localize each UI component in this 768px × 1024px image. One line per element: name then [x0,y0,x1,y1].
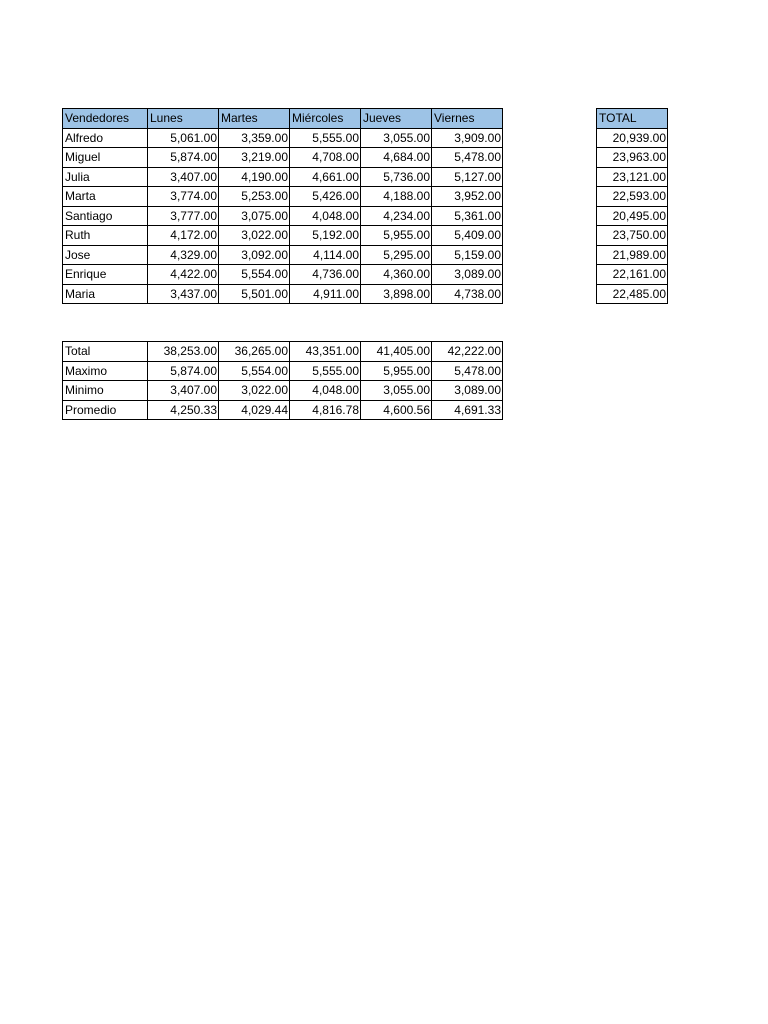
summary-label-cell[interactable]: Maximo [63,361,148,381]
total-value-cell[interactable]: 20,939.00 [597,128,668,148]
header-cell-viernes[interactable]: Viernes [432,109,503,129]
total-value-cell[interactable]: 23,121.00 [597,167,668,187]
total-value-cell[interactable]: 22,161.00 [597,265,668,285]
sales-value-cell[interactable]: 5,253.00 [219,187,290,207]
sales-value-cell[interactable]: 5,409.00 [432,226,503,246]
sales-value-cell[interactable]: 3,777.00 [148,206,219,226]
sales-value-cell[interactable]: 3,774.00 [148,187,219,207]
summary-row [63,361,503,381]
summary-value-cell[interactable]: 4,029.44 [219,400,290,420]
vendor-name-cell[interactable]: Julia [63,167,148,187]
vendor-name-cell[interactable]: Alfredo [63,128,148,148]
sales-value-cell[interactable]: 3,075.00 [219,206,290,226]
sales-value-cell[interactable]: 3,359.00 [219,128,290,148]
table-row [597,128,668,148]
summary-row [63,400,503,420]
vendor-name-cell[interactable]: Marta [63,187,148,207]
sales-value-cell[interactable]: 4,661.00 [290,167,361,187]
vendor-name-cell[interactable]: Miguel [63,148,148,168]
header-cell-vendedores[interactable]: Vendedores [63,109,148,129]
summary-value-cell[interactable]: 3,089.00 [432,381,503,401]
sales-value-cell[interactable]: 3,092.00 [219,245,290,265]
total-header-row [597,109,668,129]
sales-value-cell[interactable]: 4,114.00 [290,245,361,265]
sales-value-cell[interactable]: 4,911.00 [290,284,361,304]
sales-value-cell[interactable]: 4,738.00 [432,284,503,304]
summary-value-cell[interactable]: 4,691.33 [432,400,503,420]
total-value-cell[interactable]: 21,989.00 [597,245,668,265]
summary-value-cell[interactable]: 5,554.00 [219,361,290,381]
summary-value-cell[interactable]: 5,555.00 [290,361,361,381]
vendor-name-cell[interactable]: Maria [63,284,148,304]
total-value-cell[interactable]: 20,495.00 [597,206,668,226]
sales-value-cell[interactable]: 5,874.00 [148,148,219,168]
summary-value-cell[interactable]: 4,048.00 [290,381,361,401]
sales-value-cell[interactable]: 4,736.00 [290,265,361,285]
summary-row [63,342,503,362]
header-cell-lunes[interactable]: Lunes [148,109,219,129]
table-row [597,245,668,265]
summary-value-cell[interactable]: 3,022.00 [219,381,290,401]
sales-value-cell[interactable]: 4,329.00 [148,245,219,265]
summary-table [62,341,503,420]
sales-value-cell[interactable]: 3,437.00 [148,284,219,304]
total-table [596,108,668,304]
table-row [597,187,668,207]
vendor-name-cell[interactable]: Enrique [63,265,148,285]
table-row [597,226,668,246]
sales-value-cell[interactable]: 5,501.00 [219,284,290,304]
sales-value-cell[interactable]: 3,055.00 [361,128,432,148]
table-row [63,206,503,226]
header-cell-martes[interactable]: Martes [219,109,290,129]
table-row [597,284,668,304]
summary-value-cell[interactable]: 3,407.00 [148,381,219,401]
sales-value-cell[interactable]: 4,360.00 [361,265,432,285]
summary-value-cell[interactable]: 36,265.00 [219,342,290,362]
summary-label-cell[interactable]: Promedio [63,400,148,420]
summary-value-cell[interactable]: 43,351.00 [290,342,361,362]
table-row [63,148,503,168]
summary-value-cell[interactable]: 4,816.78 [290,400,361,420]
sales-value-cell[interactable]: 3,898.00 [361,284,432,304]
sales-value-cell[interactable]: 5,361.00 [432,206,503,226]
summary-value-cell[interactable]: 3,055.00 [361,381,432,401]
summary-row [63,381,503,401]
table-row [63,284,503,304]
total-value-cell[interactable]: 23,750.00 [597,226,668,246]
header-cell-miercoles[interactable]: Miércoles [290,109,361,129]
table-row [63,245,503,265]
table-row [597,167,668,187]
sales-value-cell[interactable]: 5,955.00 [361,226,432,246]
sales-table [62,108,503,304]
summary-value-cell[interactable]: 5,874.00 [148,361,219,381]
sales-value-cell[interactable]: 4,172.00 [148,226,219,246]
summary-value-cell[interactable]: 4,250.33 [148,400,219,420]
table-row [63,226,503,246]
table-row [63,187,503,207]
sales-value-cell[interactable]: 5,478.00 [432,148,503,168]
vendor-name-cell[interactable]: Santiago [63,206,148,226]
total-value-cell[interactable]: 22,593.00 [597,187,668,207]
sales-value-cell[interactable]: 3,022.00 [219,226,290,246]
summary-label-cell[interactable]: Total [63,342,148,362]
sales-value-cell[interactable]: 5,159.00 [432,245,503,265]
sales-value-cell[interactable]: 5,736.00 [361,167,432,187]
sales-header-row [63,109,503,129]
summary-value-cell[interactable]: 4,600.56 [361,400,432,420]
sales-value-cell[interactable]: 5,192.00 [290,226,361,246]
sales-value-cell[interactable]: 4,188.00 [361,187,432,207]
sales-value-cell[interactable]: 5,127.00 [432,167,503,187]
summary-value-cell[interactable]: 38,253.00 [148,342,219,362]
summary-value-cell[interactable]: 5,478.00 [432,361,503,381]
sales-value-cell[interactable]: 5,426.00 [290,187,361,207]
summary-value-cell[interactable]: 5,955.00 [361,361,432,381]
vendor-name-cell[interactable]: Jose [63,245,148,265]
total-value-cell[interactable]: 23,963.00 [597,148,668,168]
table-row [597,148,668,168]
sales-value-cell[interactable]: 3,219.00 [219,148,290,168]
sales-value-cell[interactable]: 3,407.00 [148,167,219,187]
sales-value-cell[interactable]: 4,708.00 [290,148,361,168]
sales-value-cell[interactable]: 3,909.00 [432,128,503,148]
sales-value-cell[interactable]: 5,295.00 [361,245,432,265]
summary-value-cell[interactable]: 41,405.00 [361,342,432,362]
total-value-cell[interactable]: 22,485.00 [597,284,668,304]
sales-value-cell[interactable]: 3,089.00 [432,265,503,285]
table-row [597,265,668,285]
sales-value-cell[interactable]: 5,555.00 [290,128,361,148]
sales-value-cell[interactable]: 5,061.00 [148,128,219,148]
sales-value-cell[interactable]: 4,234.00 [361,206,432,226]
table-row [63,265,503,285]
summary-value-cell[interactable]: 42,222.00 [432,342,503,362]
table-row [63,167,503,187]
vendor-name-cell[interactable]: Ruth [63,226,148,246]
table-row [63,128,503,148]
table-row [597,206,668,226]
sales-value-cell[interactable]: 4,422.00 [148,265,219,285]
sales-value-cell[interactable]: 5,554.00 [219,265,290,285]
summary-label-cell[interactable]: Minimo [63,381,148,401]
sales-value-cell[interactable]: 4,048.00 [290,206,361,226]
sales-value-cell[interactable]: 3,952.00 [432,187,503,207]
header-cell-total[interactable]: TOTAL [597,109,668,129]
sales-value-cell[interactable]: 4,684.00 [361,148,432,168]
header-cell-jueves[interactable]: Jueves [361,109,432,129]
sales-value-cell[interactable]: 4,190.00 [219,167,290,187]
